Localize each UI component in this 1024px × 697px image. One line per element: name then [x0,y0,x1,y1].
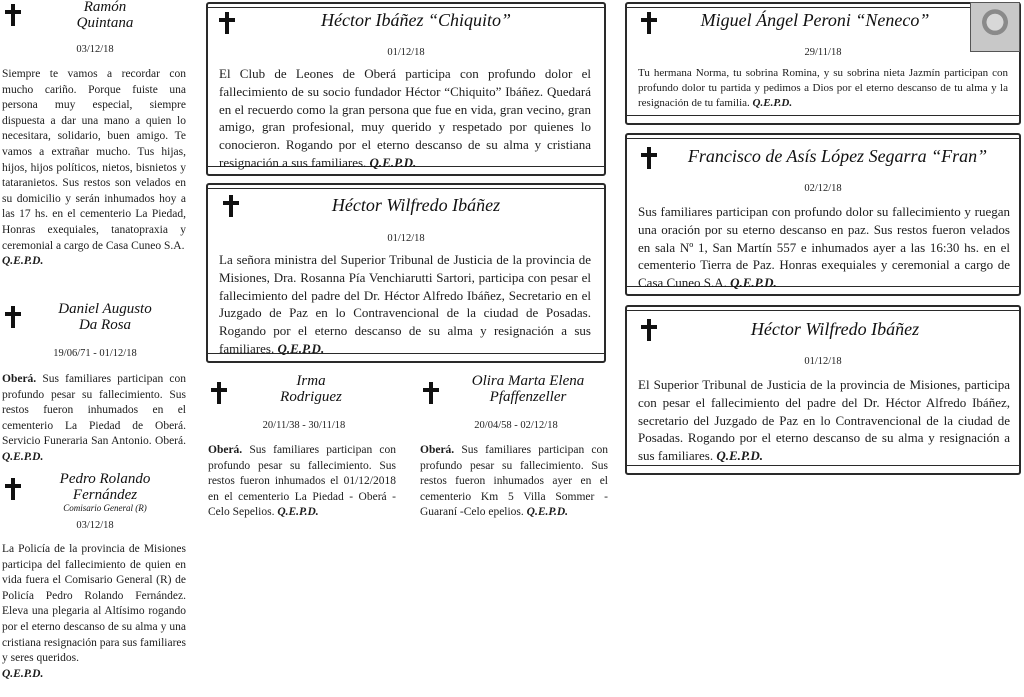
cross-icon [420,380,442,406]
notice-body: Oberá. Sus familiares participan con profundo pesar su fallecimiento. Sus restos fueron inhumados en el cementerio La Piedad de Oberá. Servicio Funeraria San Antonio. Oberá. Q.E.P.D. [2,373,186,463]
notice-body: La señora ministra del Superior Tribunal de Justicia de la provincia de Misiones, Dra. Rosanna Pía Venchiarutti Sartori, participa con pesar el fallecimiento del padre del Dr. Héctor Alfredo Ibáñez, Secretario en el Juzgado de Paz en lo Contravencional de la ciudad de Posadas. Rogando por el eterno descanso de su alma y resignación a sus familiares. Q.E.P.D. [219,252,591,356]
notice-body: El Superior Tribunal de Justicia de la provincia de Misiones, participa con pesar el fallecimiento del padre del Dr. Héctor Alfredo Ibáñez, secretario del Juzgado de Paz en lo Contravencional de la ciudad de Posadas. Rogando por el eterno descanso de su alma y resignación a sus familiares. Q.E.P.D. [638,377,1010,464]
notice-body: Tu hermana Norma, tu sobrina Romina, y su sobrina nieta Jazmín participan con profundo dolor tu partida y pedimos a Dios por el eterno descanso de tu alma y la resignación de tu familia. Q.E.P.D. [638,67,1008,109]
date: 29/11/18 [804,47,842,58]
deceased-name: Ramón Quintana [76,0,134,31]
obituary-hector-wilfredo-stj [625,305,1021,475]
notice-body: Siempre te vamos a recordar con mucho cariño. Porque fuiste una persona muy especial, siempre dispuesta a dar una mano a quien lo necesitara, solidario, buen amigo. Te vamos a extrañar mucho. Tus hijas, hijos, hijos políticos, nietos, bisnietos y tataranietos. Sus restos son velados en su domicilio y serán inhumados hoy a las 17 hs. en el cementerio La Piedad, Honras exequiales, tanatopraxia y ceremonial a cargo de Casa Cuneo S.A. Q.E.P.D. [2,68,186,268]
cross-icon [2,476,24,502]
cross-icon [216,10,238,36]
notice-body: El Club de Leones de Oberá participa con profundo dolor el fallecimiento de su socio fundador Héctor “Chiquito” Ibáñez. Quedará en el recuerdo como la gran persona que fue en vida, gran vecino, gran amigo, gran profesional, muy querido y respetado por quienes lo conocieron. Rogando por el eterno descanso de su alma y cristiana resignación a sus familiares. Q.E.P.D. [219,66,591,170]
deceased-name: Héctor Wilfredo Ibáñez [331,195,501,215]
date: 19/06/71 - 01/12/18 [53,348,137,359]
date: 01/12/18 [387,233,425,244]
deceased-name: Héctor Ibáñez “Chiquito” [320,10,511,30]
deceased-name: Pedro Rolando Fernández Comisario General (R) [30,472,180,513]
deceased-name: Miguel Ángel Peroni “Neneco” [700,10,930,30]
deceased-name: Héctor Wilfredo Ibáñez [750,319,920,339]
cross-icon [2,304,24,330]
obituary-miguel-peroni [625,2,1021,125]
rank-subtitle: Comisario General (R) [63,502,147,513]
obituary-hector-chiquito [206,2,606,176]
deceased-name: Irma Rodriguez [280,373,342,405]
obituary-olira-pfaffenzeller [418,372,614,547]
obituary-pedro-fernandez [0,470,190,697]
date: 01/12/18 [387,47,425,58]
deceased-photo [970,2,1020,52]
notice-body: Oberá. Sus familiares participan con profundo pesar su fallecimiento. Sus restos fueron inhumados ayer en el cementerio Km 5 Villa Sommer - Guaraní -Celo epelios. Q.E.P.D. [420,444,608,519]
date: 03/12/18 [76,520,114,531]
notice-body: Oberá. Sus familiares participan con profundo pesar su fallecimiento. Sus restos fueron inhumados el 01/12/2018 en el cementerio La Piedad - Oberá - Celo Sepelios. Q.E.P.D. [208,444,396,519]
obituary-daniel-da-rosa [0,296,190,466]
cross-icon [220,193,242,219]
date: 03/12/18 [76,44,114,55]
deceased-name: Daniel Augusto Da Rosa [58,301,152,333]
deceased-name: Francisco de Asís López Segarra “Fran” [687,146,988,166]
date: 01/12/18 [804,356,842,367]
notice-body: Sus familiares participan con profundo dolor su fallecimiento y ruegan una oración por su eterno descanso en paz. Sus restos fueron velados en sala Nº 1, San Martín 557 e inhumados ayer a las 16:30 hs. en el cementerio Tierra de Paz. Honras exequiales y ceremonial a cargo de Casa Cuneo S.A. Q.E.P.D. [638,204,1010,291]
date: 20/11/38 - 30/11/18 [262,420,346,431]
notice-body: La Policía de la provincia de Misiones participa del fallecimiento de quien en vida fuera el Comisario General (R) de Policía Pedro Rolando Fernández. Eleva una plegaria al Altísimo rogando por el eterno descanso de su alma y una cristiana resignación para sus familiares y seres queridos. Q.E.P.D. [2,543,186,680]
obituary-irma-rodriguez [206,372,402,547]
cross-icon [638,145,660,171]
obituary-hector-wilfredo-ministra [206,183,606,363]
cross-icon [638,10,660,36]
date: 02/12/18 [804,183,842,194]
cross-icon [2,2,24,28]
cross-icon [638,317,660,343]
cross-icon [208,380,230,406]
obituary-ramon-quintana [0,0,190,290]
date: 20/04/58 - 02/12/18 [474,420,558,431]
deceased-name: Olira Marta Elena Pfaffenzeller [471,373,585,405]
obituary-francisco-lopez [625,133,1021,296]
